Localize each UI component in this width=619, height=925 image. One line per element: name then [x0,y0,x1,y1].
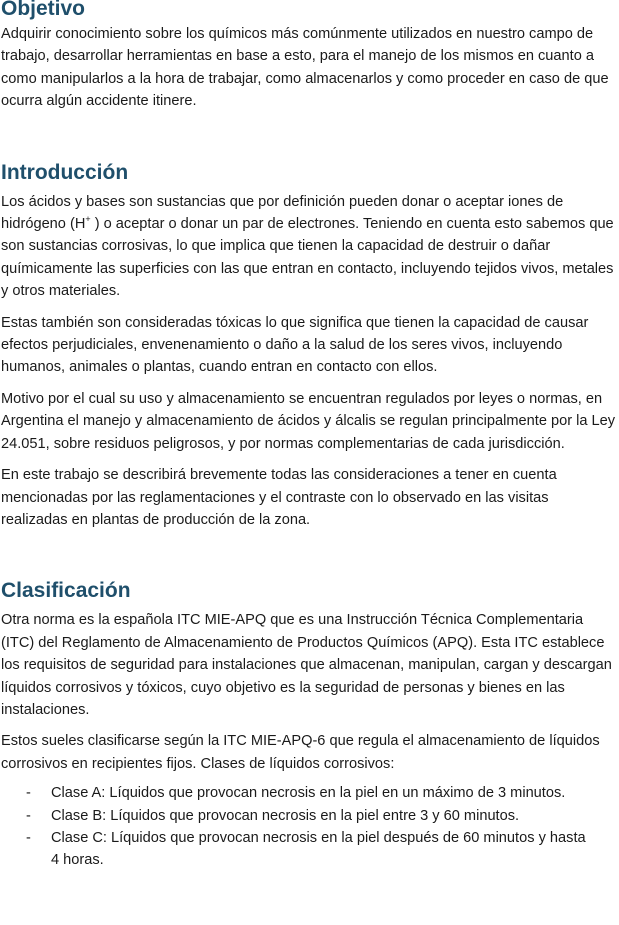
heading-clasificacion: Clasificación [1,579,131,603]
introduccion-paragraph-4: En este trabajo se describirá brevemente todas las consideraciones a tener en cuenta mencionadas por las reglamentaciones y el contraste con lo observado en las visitas realizadas en plantas de producción de la zona. [1,467,557,528]
list-item [1,782,619,804]
list-item-text: Clase B: Líquidos que provocan necrosis en la piel entre 3 y 60 minutos. [51,807,520,824]
introduccion-paragraph-1 [1,191,619,303]
objetivo-paragraph: Adquirir conocimiento sobre los químicos más comúnmente utilizados en nuestro campo de trabajo, desarrollar herramientas en base a esto, para el manejo de los mismos en cuanto a como manipularlos a la hora de trabajar, como almacenarlos y como proceder en caso de que ocurra algún accidente itinere. [1,26,609,110]
heading-introduccion: Introducción [1,160,129,184]
clases-list [1,782,619,872]
introduccion-p1-text-before: Los ácidos y bases son sustancias que por definición pueden donar o aceptar iones de hidrógeno (H [1,193,564,233]
hydrogen-ion-superscript: + [85,214,91,225]
clasificacion-paragraph-1: Otra norma es la española ITC MIE-APQ que es una Instrucción Técnica Complementaria (ITC) del Reglamento de Almacenamiento de Productos Químicos (APQ). Esta ITC establece los requisitos de seguridad para instalaciones que almacenan, manipulan, cargan y descargan líquidos corrosivos y tóxicos, cuyo objetivo es la seguridad de personas y bienes en las instalaciones. [1,612,612,718]
section-clasificacion [1,579,619,871]
list-item-text: Clase A: Líquidos que provocan necrosis en la piel en un máximo de 3 minutos. [51,785,566,802]
list-item [1,805,619,827]
dash-bullet: - [26,829,31,846]
heading-objetivo: Objetivo [1,0,86,20]
dash-bullet: - [26,807,31,824]
list-item [1,827,619,872]
section-introduccion [1,161,619,532]
introduccion-paragraph-3: Motivo por el cual su uso y almacenamiento se encuentran regulados por leyes o normas, en Argentina el manejo y almacenamiento de ácidos y álcalis se regulan principalmente por la Ley 24.051, sobre residuos peligrosos, y por normas complementarias de cada jurisdicción. [1,390,616,452]
section-objetivo [1,0,619,113]
list-item-text: Clase C: Líquidos que provocan necrosis en la piel después de 60 minutos y hasta 4 horas. [51,829,586,869]
dash-bullet: - [26,785,31,802]
clasificacion-paragraph-2: Estos sueles clasificarse según la ITC MIE-APQ-6 que regula el almacenamiento de líquidos corrosivos en recipientes fijos. Clases de líquidos corrosivos: [1,733,600,772]
introduccion-p1-text-after: ) o aceptar o donar un par de electrones. Teniendo en cuenta esto sabemos que son sustancias corrosivas, lo que implica que tienen la capacidad de destruir o dañar químicamente las superficies con las que entran en contacto, incluyendo tejidos vivos, metales y otros materiales. [1,216,614,300]
introduccion-paragraph-2: Estas también son consideradas tóxicas lo que significa que tienen la capacidad de causar efectos perjudiciales, envenenamiento o daño a la salud de los seres vivos, incluyendo humanos, animales o plantas, cuando entran en contacto con ellos. [1,314,589,376]
